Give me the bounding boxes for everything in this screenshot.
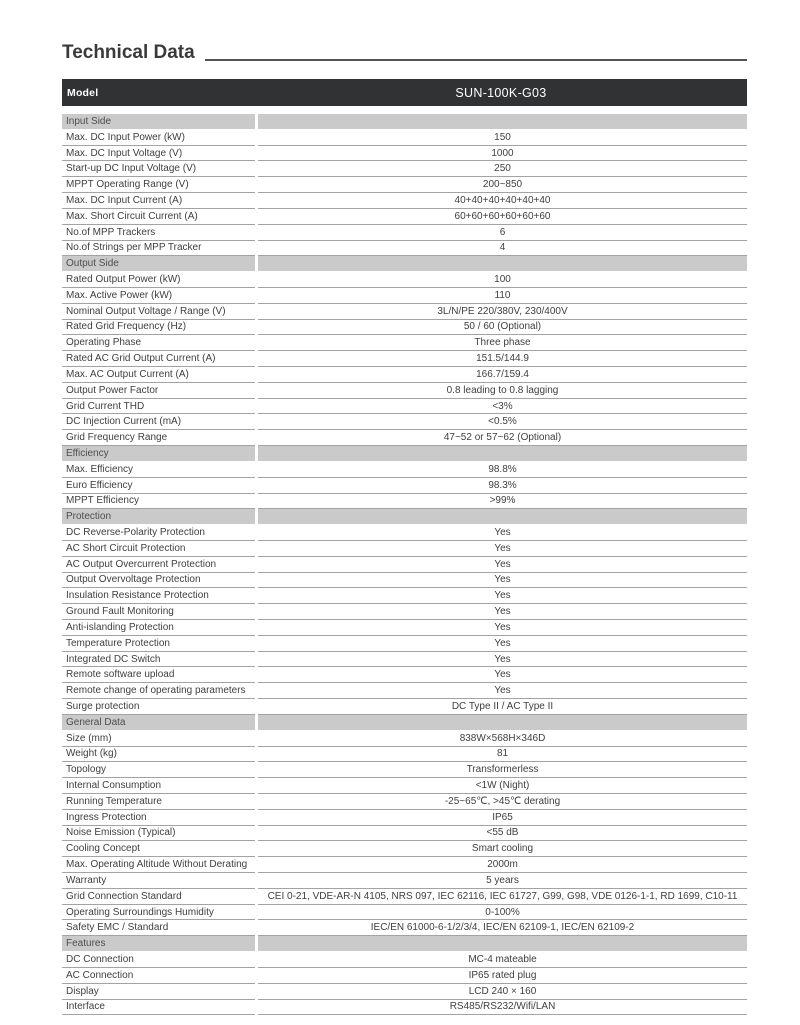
spec-value: Transformerless bbox=[258, 762, 747, 778]
spec-value: IP65 bbox=[258, 810, 747, 826]
spec-value: IEC/EN 61000-6-1/2/3/4, IEC/EN 62109-1, IEC/EN 62109-2 bbox=[258, 920, 747, 936]
section-header-row bbox=[62, 446, 747, 462]
section-title-spacer bbox=[258, 256, 747, 272]
spec-label: Max. DC Input Power (kW) bbox=[62, 130, 255, 146]
spec-row bbox=[62, 826, 747, 842]
spec-label: Rated Grid Frequency (Hz) bbox=[62, 320, 255, 336]
spec-value: RS485/RS232/Wifi/LAN bbox=[258, 1000, 747, 1016]
spec-value: Yes bbox=[258, 636, 747, 652]
spec-label: Euro Efficiency bbox=[62, 478, 255, 494]
spec-value: <1W (Night) bbox=[258, 778, 747, 794]
model-label: Model bbox=[67, 86, 99, 99]
spec-row bbox=[62, 351, 747, 367]
spec-value: Three phase bbox=[258, 335, 747, 351]
spec-row bbox=[62, 525, 747, 541]
spec-label: Noise Emission (Typical) bbox=[62, 826, 255, 842]
spec-label: Max. Efficiency bbox=[62, 462, 255, 478]
spec-row bbox=[62, 383, 747, 399]
spec-row bbox=[62, 193, 747, 209]
spec-label: Operating Surroundings Humidity bbox=[62, 905, 255, 921]
spec-value: 5 years bbox=[258, 873, 747, 889]
spec-row bbox=[62, 573, 747, 589]
spec-value: Yes bbox=[258, 525, 747, 541]
spec-value: >99% bbox=[258, 494, 747, 510]
spec-row bbox=[62, 272, 747, 288]
spec-value: <55 dB bbox=[258, 826, 747, 842]
spec-value: CEI 0-21, VDE-AR-N 4105, NRS 097, IEC 62116, IEC 61727, G99, G98, VDE 0126-1-1, RD 1699, C10-11 bbox=[258, 889, 747, 905]
section-header-row bbox=[62, 114, 747, 130]
spec-label: DC Connection bbox=[62, 952, 255, 968]
spec-row bbox=[62, 414, 747, 430]
spec-value: 98.8% bbox=[258, 462, 747, 478]
spec-row bbox=[62, 920, 747, 936]
spec-label: MPPT Operating Range (V) bbox=[62, 177, 255, 193]
spec-value: 0.8 leading to 0.8 lagging bbox=[258, 383, 747, 399]
spec-label: Weight (kg) bbox=[62, 747, 255, 763]
spec-value: DC Type II / AC Type II bbox=[258, 699, 747, 715]
spec-table bbox=[62, 114, 747, 1015]
spec-label: Grid Connection Standard bbox=[62, 889, 255, 905]
spec-label: Remote change of operating parameters bbox=[62, 683, 255, 699]
spec-value: 0-100% bbox=[258, 905, 747, 921]
spec-value: 3L/N/PE 220/380V, 230/400V bbox=[258, 304, 747, 320]
spec-row bbox=[62, 494, 747, 510]
spec-row bbox=[62, 636, 747, 652]
title-underline bbox=[205, 59, 747, 61]
spec-label: Start-up DC Input Voltage (V) bbox=[62, 161, 255, 177]
spec-label: Grid Current THD bbox=[62, 399, 255, 415]
section-title: Protection bbox=[62, 509, 255, 525]
spec-row bbox=[62, 778, 747, 794]
spec-row bbox=[62, 161, 747, 177]
model-header-bar bbox=[62, 79, 747, 106]
section-title: Input Side bbox=[62, 114, 255, 130]
spec-label: Integrated DC Switch bbox=[62, 652, 255, 668]
spec-value: 200~850 bbox=[258, 177, 747, 193]
spec-label: Output Power Factor bbox=[62, 383, 255, 399]
spec-row bbox=[62, 399, 747, 415]
spec-row bbox=[62, 225, 747, 241]
spec-label: DC Injection Current (mA) bbox=[62, 414, 255, 430]
section-title-spacer bbox=[258, 446, 747, 462]
spec-row bbox=[62, 177, 747, 193]
spec-value: 110 bbox=[258, 288, 747, 304]
spec-value: 250 bbox=[258, 161, 747, 177]
spec-row bbox=[62, 794, 747, 810]
spec-label: Internal Consumption bbox=[62, 778, 255, 794]
spec-row bbox=[62, 747, 747, 763]
section-title: Output Side bbox=[62, 256, 255, 272]
spec-row bbox=[62, 304, 747, 320]
spec-row bbox=[62, 620, 747, 636]
page-title: Technical Data bbox=[62, 42, 195, 63]
datasheet-page bbox=[62, 0, 747, 1015]
spec-label: Ingress Protection bbox=[62, 810, 255, 826]
spec-row bbox=[62, 241, 747, 257]
spec-row bbox=[62, 905, 747, 921]
spec-label: No.of MPP Trackers bbox=[62, 225, 255, 241]
spec-row bbox=[62, 146, 747, 162]
spec-label: AC Connection bbox=[62, 968, 255, 984]
section-header-row bbox=[62, 256, 747, 272]
spec-row bbox=[62, 462, 747, 478]
spec-label: Topology bbox=[62, 762, 255, 778]
spec-value: 47~52 or 57~62 (Optional) bbox=[258, 430, 747, 446]
spec-row bbox=[62, 889, 747, 905]
spec-value: 40+40+40+40+40+40 bbox=[258, 193, 747, 209]
spec-row bbox=[62, 857, 747, 873]
spec-label: Rated Output Power (kW) bbox=[62, 272, 255, 288]
spec-row bbox=[62, 984, 747, 1000]
spec-label: Ground Fault Monitoring bbox=[62, 604, 255, 620]
spec-label: Interface bbox=[62, 1000, 255, 1016]
spec-label: Max. Operating Altitude Without Derating bbox=[62, 857, 255, 873]
spec-value: <0.5% bbox=[258, 414, 747, 430]
section-header-row bbox=[62, 509, 747, 525]
spec-label: Max. DC Input Current (A) bbox=[62, 193, 255, 209]
spec-value: 50 / 60 (Optional) bbox=[258, 320, 747, 336]
spec-value: Yes bbox=[258, 683, 747, 699]
spec-row bbox=[62, 367, 747, 383]
spec-value: 100 bbox=[258, 272, 747, 288]
spec-value: 60+60+60+60+60+60 bbox=[258, 209, 747, 225]
spec-row bbox=[62, 1000, 747, 1016]
spec-row bbox=[62, 478, 747, 494]
spec-row bbox=[62, 604, 747, 620]
spec-value: 1000 bbox=[258, 146, 747, 162]
spec-label: DC Reverse-Polarity Protection bbox=[62, 525, 255, 541]
spec-label: Max. Active Power (kW) bbox=[62, 288, 255, 304]
model-value: SUN-100K-G03 bbox=[455, 85, 547, 100]
spec-label: Size (mm) bbox=[62, 731, 255, 747]
spec-row bbox=[62, 699, 747, 715]
spec-row bbox=[62, 731, 747, 747]
spec-value: Smart cooling bbox=[258, 841, 747, 857]
spec-value: IP65 rated plug bbox=[258, 968, 747, 984]
spec-label: Running Temperature bbox=[62, 794, 255, 810]
spec-value: 166.7/159.4 bbox=[258, 367, 747, 383]
spec-value: 2000m bbox=[258, 857, 747, 873]
spec-row bbox=[62, 652, 747, 668]
spec-label: Grid Frequency Range bbox=[62, 430, 255, 446]
spec-label: AC Output Overcurrent Protection bbox=[62, 557, 255, 573]
spec-label: Output Overvoltage Protection bbox=[62, 573, 255, 589]
spec-value: 4 bbox=[258, 241, 747, 257]
spec-row bbox=[62, 320, 747, 336]
spec-value: Yes bbox=[258, 573, 747, 589]
spec-value: 838W×568H×346D bbox=[258, 731, 747, 747]
spec-label: Insulation Resistance Protection bbox=[62, 588, 255, 604]
section-title-spacer bbox=[258, 715, 747, 731]
spec-row bbox=[62, 130, 747, 146]
spec-value: Yes bbox=[258, 620, 747, 636]
spec-row bbox=[62, 430, 747, 446]
section-header-row bbox=[62, 936, 747, 952]
spec-value: 81 bbox=[258, 747, 747, 763]
spec-row bbox=[62, 810, 747, 826]
spec-value: 6 bbox=[258, 225, 747, 241]
spec-value: 98.3% bbox=[258, 478, 747, 494]
spec-row bbox=[62, 588, 747, 604]
spec-value: 151.5/144.9 bbox=[258, 351, 747, 367]
spec-value: MC-4 mateable bbox=[258, 952, 747, 968]
spec-label: Rated AC Grid Output Current (A) bbox=[62, 351, 255, 367]
spec-row bbox=[62, 667, 747, 683]
spec-value: -25~65℃, >45℃ derating bbox=[258, 794, 747, 810]
spec-value: Yes bbox=[258, 588, 747, 604]
section-title: Efficiency bbox=[62, 446, 255, 462]
spec-label: Anti-islanding Protection bbox=[62, 620, 255, 636]
spec-label: Display bbox=[62, 984, 255, 1000]
spec-label: Nominal Output Voltage / Range (V) bbox=[62, 304, 255, 320]
spec-label: Max. AC Output Current (A) bbox=[62, 367, 255, 383]
spec-row bbox=[62, 873, 747, 889]
spec-row bbox=[62, 952, 747, 968]
spec-value: LCD 240 × 160 bbox=[258, 984, 747, 1000]
spec-row bbox=[62, 968, 747, 984]
spec-value: <3% bbox=[258, 399, 747, 415]
spec-label: Warranty bbox=[62, 873, 255, 889]
spec-row bbox=[62, 209, 747, 225]
spec-label: No.of Strings per MPP Tracker bbox=[62, 241, 255, 257]
spec-row bbox=[62, 762, 747, 778]
section-title: General Data bbox=[62, 715, 255, 731]
spec-value: Yes bbox=[258, 652, 747, 668]
spec-row bbox=[62, 557, 747, 573]
spec-value: Yes bbox=[258, 541, 747, 557]
section-header-row bbox=[62, 715, 747, 731]
spec-label: Safety EMC / Standard bbox=[62, 920, 255, 936]
section-title-spacer bbox=[258, 509, 747, 525]
spec-label: Max. Short Circuit Current (A) bbox=[62, 209, 255, 225]
spec-value: Yes bbox=[258, 557, 747, 573]
spec-row bbox=[62, 541, 747, 557]
spec-label: MPPT Efficiency bbox=[62, 494, 255, 510]
spec-value: 150 bbox=[258, 130, 747, 146]
spec-label: Surge protection bbox=[62, 699, 255, 715]
section-title-spacer bbox=[258, 936, 747, 952]
section-title-spacer bbox=[258, 114, 747, 130]
spec-label: Cooling Concept bbox=[62, 841, 255, 857]
spec-row bbox=[62, 841, 747, 857]
section-title: Features bbox=[62, 936, 255, 952]
spec-row bbox=[62, 288, 747, 304]
spec-label: Max. DC Input Voltage (V) bbox=[62, 146, 255, 162]
page-header bbox=[62, 40, 747, 62]
spec-label: Operating Phase bbox=[62, 335, 255, 351]
spec-row bbox=[62, 335, 747, 351]
spec-row bbox=[62, 683, 747, 699]
spec-value: Yes bbox=[258, 604, 747, 620]
spec-label: Temperature Protection bbox=[62, 636, 255, 652]
spec-label: AC Short Circuit Protection bbox=[62, 541, 255, 557]
spec-label: Remote software upload bbox=[62, 667, 255, 683]
spec-value: Yes bbox=[258, 667, 747, 683]
